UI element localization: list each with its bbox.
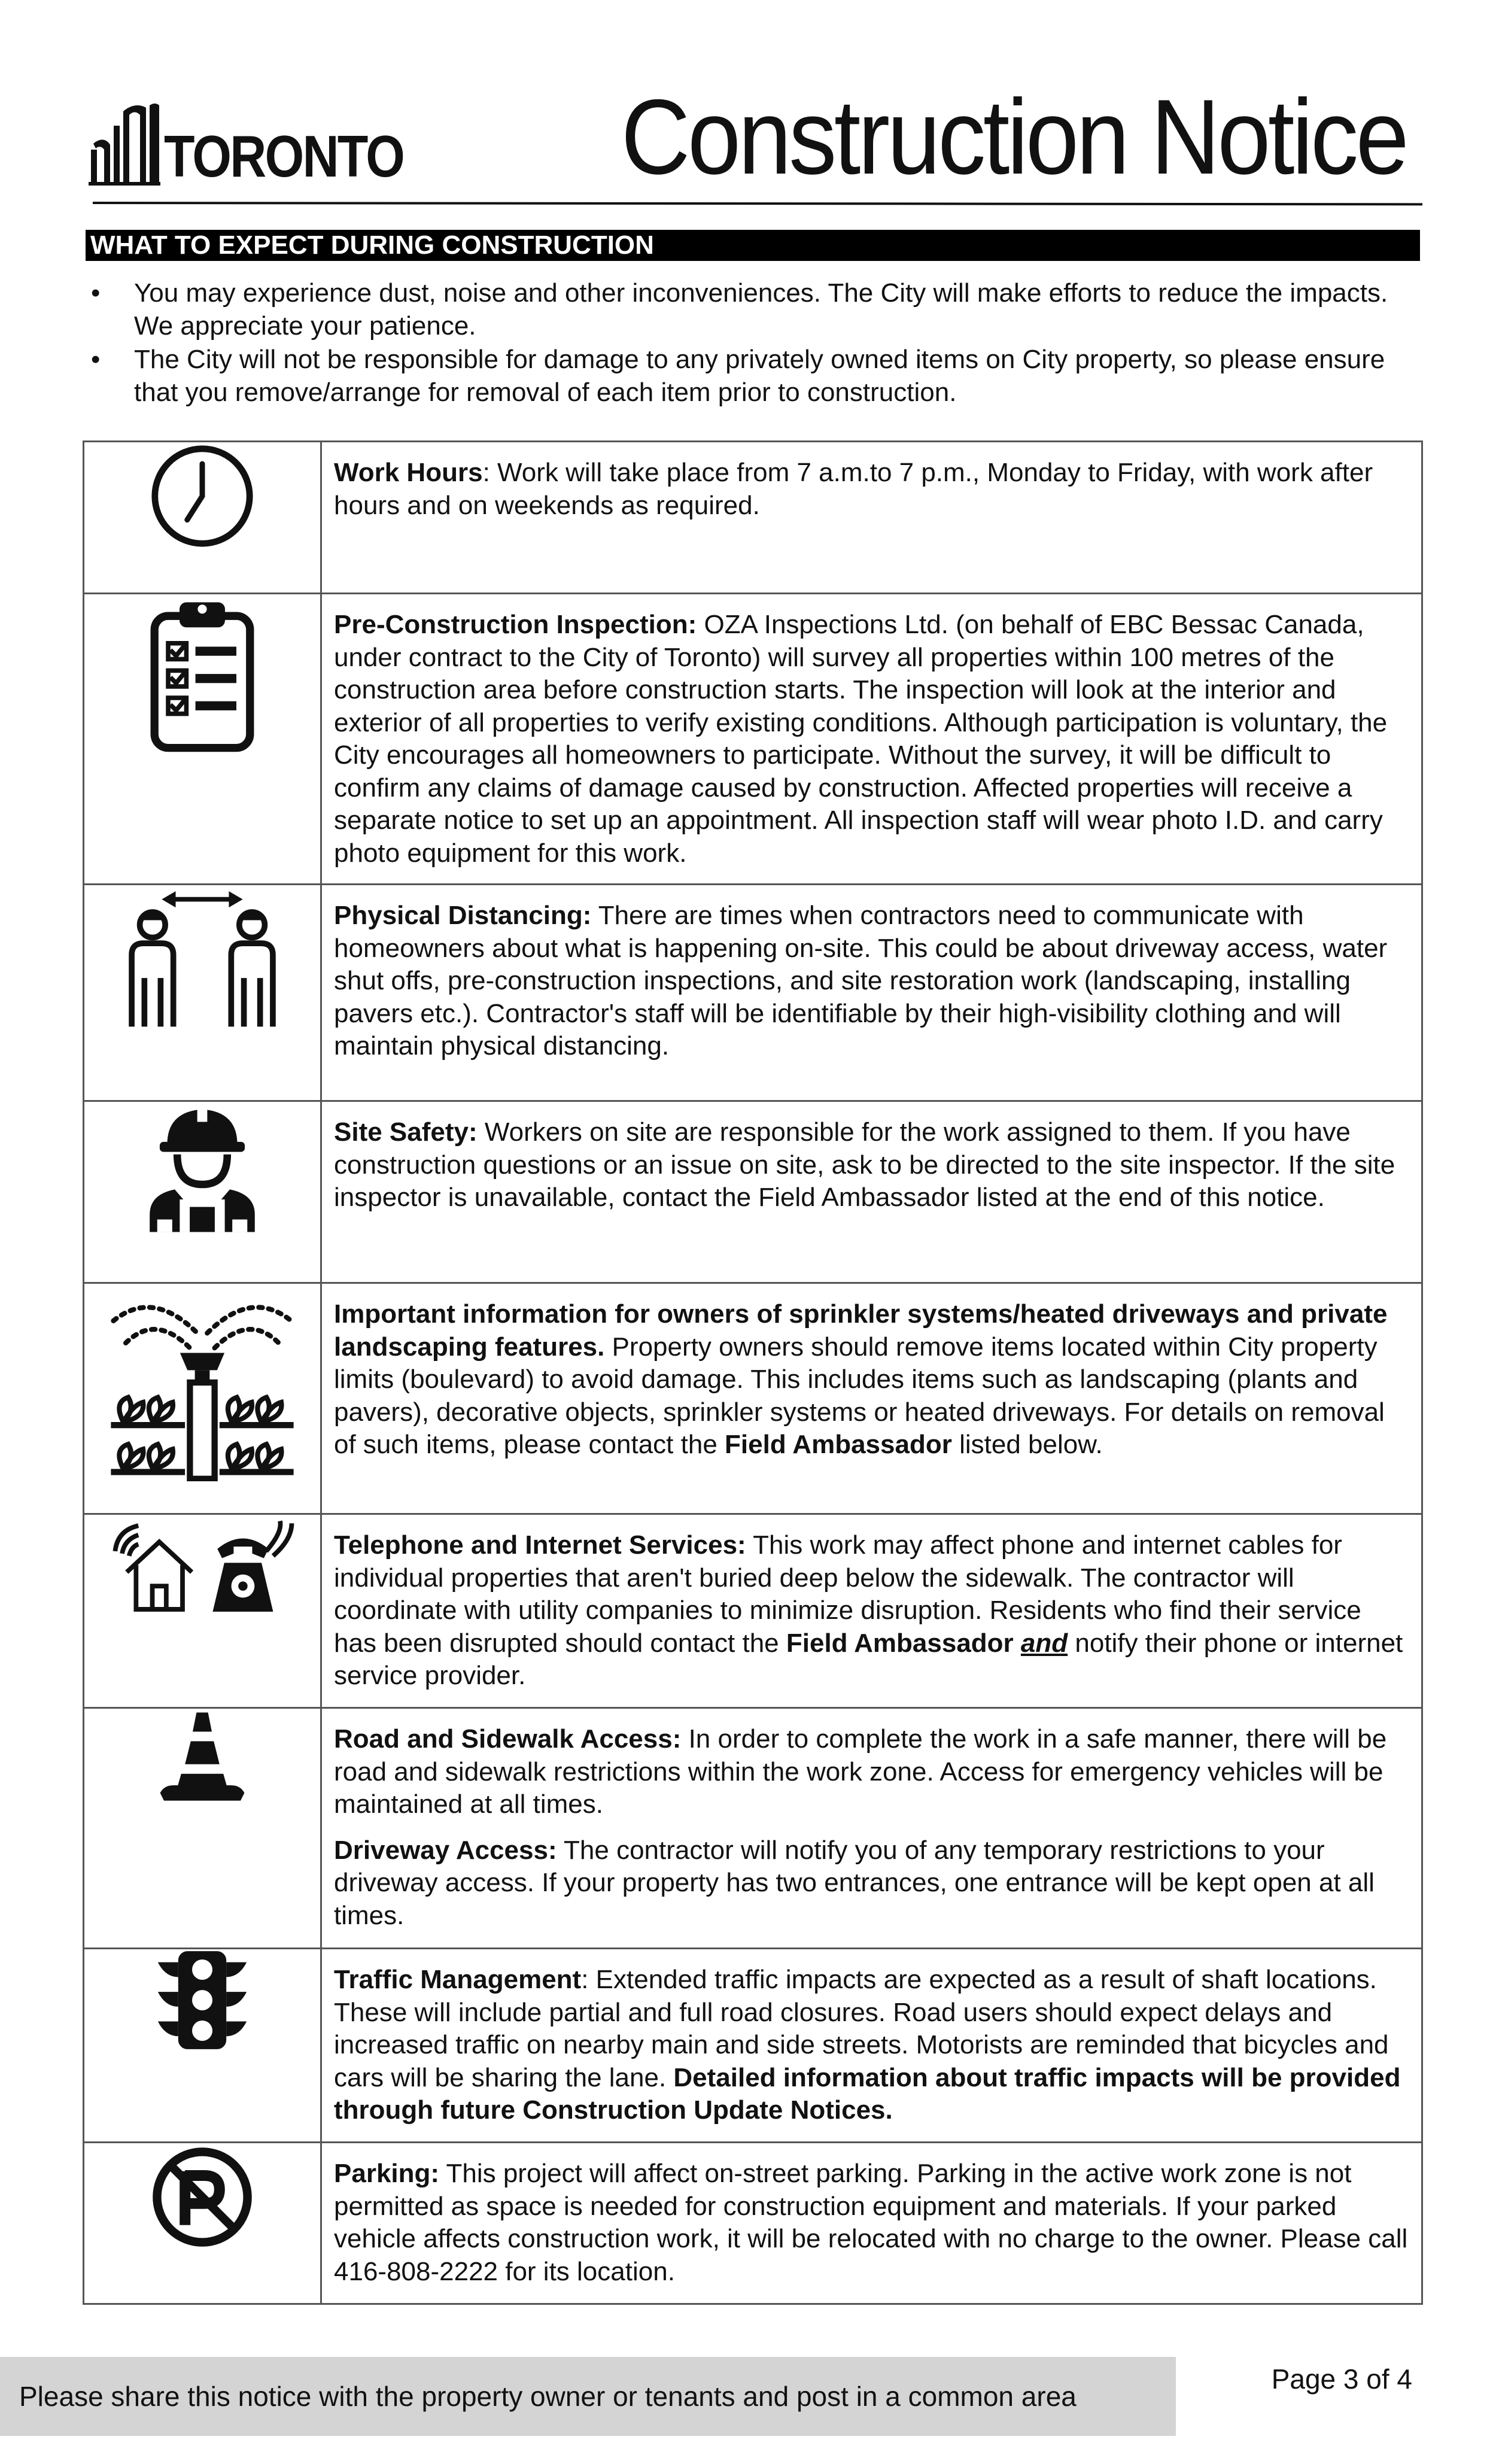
no-parking-icon <box>148 2143 256 2251</box>
clock-icon <box>148 442 256 550</box>
row-body: In order to complete the work in a safe manner, there will be road and sidewalk restrictions within the work zone. Access for emergency vehicles will be maintained at all times. <box>334 1724 1387 1819</box>
road-access-text <box>321 1708 1422 1949</box>
row-heading: Parking: <box>334 2159 440 2188</box>
icon-cell <box>84 885 321 1101</box>
bullet-text: You may experience dust, noise and other inconveniences. The City will make efforts to reduce the impacts. We appreciate your patience. <box>134 278 1388 341</box>
row-body: Workers on site are responsible for the work assigned to them. If you have construction questions or an issue on site, ask to be directed to the site inspector. If the site inspector is unavailable, contact the Field Ambassador listed at the end of this notice. <box>334 1117 1395 1212</box>
bullet-icon: • <box>91 278 101 308</box>
icon-cell <box>84 1283 321 1514</box>
home-phone-internet-icon <box>104 1515 301 1623</box>
row-heading: Physical Distancing: <box>334 901 592 930</box>
row-body: : Extended traffic impacts are expected as a result of shaft locations. These will include partial and full road closures. Road users should expect delays and increased traffic on nearby main and side streets. Motorists are reminded that bicycles and cars will be sharing the lane. <box>334 1965 1389 2092</box>
distancing-text <box>321 885 1422 1101</box>
row-body-end: notify their phone or internet service provider. <box>334 1628 1403 1690</box>
sprinkler-text <box>321 1283 1422 1514</box>
table-row <box>84 2143 1422 2304</box>
row-body: There are times when contractors need to communicate with homeowners about what is happening on-site. This could be about driveway access, water shut offs, pre-construction inspections, and site restoration work (landscaping, installing pavers etc.). Contractor's staff will be identifiable by their high-visibility clothing and will maintain physical distancing. <box>334 901 1388 1061</box>
bullet-icon: • <box>91 345 101 374</box>
and-emphasis: and <box>1020 1628 1068 1658</box>
row-body: This work may affect phone and internet cables for individual properties that aren't buried deep below the sidewalk. The contractor will coordinate with utility companies to minimize disruption. Residents who find their service has been disrupted should contact the <box>334 1530 1361 1658</box>
table-row <box>84 885 1422 1101</box>
table-row <box>84 1949 1422 2143</box>
share-notice-band: Please share this notice with the property owner or tenants and post in a common area <box>0 2357 1176 2436</box>
row-heading: Pre-Construction Inspection: <box>334 610 697 639</box>
row-heading: Important information for owners of sprinkler systems/heated driveways and private landscaping features. <box>334 1299 1388 1362</box>
clipboard-checklist-icon <box>145 594 259 756</box>
row-body: This project will affect on-street parking. Parking in the active work zone is not permitted as space is needed for construction equipment and materials. If your parked vehicle affects construction work, it will be relocated with no charge to the owner. Please call 416-808-2222 for its location. <box>334 2159 1408 2286</box>
row-heading: Telephone and Internet Services: <box>334 1530 746 1560</box>
icon-cell <box>84 594 321 885</box>
construction-worker-icon <box>139 1102 265 1239</box>
row-body-space <box>1014 1629 1021 1658</box>
row-heading: Site Safety: <box>334 1117 478 1147</box>
traffic-text <box>321 1949 1422 2143</box>
table-row <box>84 1283 1422 1514</box>
row-heading: Traffic Management <box>334 1965 582 1994</box>
info-table <box>83 440 1423 2305</box>
table-row <box>84 442 1422 594</box>
inspection-text <box>321 594 1422 885</box>
table-row <box>84 594 1422 885</box>
city-hall-logo-icon <box>89 102 160 186</box>
icon-cell <box>84 1101 321 1283</box>
driveway-body: The contractor will notify you of any temporary restrictions to your driveway access. If your property has two entrances, one entrance will be kept open at all times. <box>334 1835 1375 1930</box>
list-item <box>90 277 1418 342</box>
header-divider <box>93 202 1422 205</box>
row-body: : Work will take place from 7 a.m.to 7 p.m., Monday to Friday, with work after hours and on weekends as required. <box>334 458 1373 520</box>
toronto-logo <box>89 90 442 189</box>
icon-cell <box>84 1514 321 1708</box>
row-body: OZA Inspections Ltd. (on behalf of EBC Bessac Canada, under contract to the City of Toronto) will survey all properties within 100 metres of the construction area before construction starts. The inspection will look at the interior and exterior of all properties to verify existing conditions. Although participation is voluntary, the City encourages all homeowners to participate. Without the survey, it will be difficult to confirm any claims of damage caused by construction. Affected properties will receive a separate notice to set up an appointment. All inspection staff will wear photo I.D. and carry photo equipment for this work. <box>334 610 1388 868</box>
row-heading: Work Hours <box>334 458 483 487</box>
traffic-cone-icon <box>151 1709 253 1804</box>
icon-cell <box>84 2143 321 2304</box>
physical-distancing-icon <box>115 885 289 1041</box>
table-row <box>84 1514 1422 1708</box>
traffic-light-icon <box>154 1949 250 2051</box>
field-ambassador-emphasis: Field Ambassador <box>786 1628 1014 1658</box>
work-hours-text <box>321 442 1422 594</box>
icon-cell <box>84 1708 321 1949</box>
section-heading: WHAT TO EXPECT DURING CONSTRUCTION <box>86 230 1420 261</box>
icon-cell <box>84 442 321 594</box>
table-row <box>84 1708 1422 1949</box>
field-ambassador-emphasis: Field Ambassador <box>725 1430 952 1459</box>
row-heading: Road and Sidewalk Access: <box>334 1724 682 1754</box>
logo-text: TORONTO <box>164 123 404 189</box>
driveway-heading: Driveway Access: <box>334 1835 557 1865</box>
parking-text <box>321 2143 1422 2304</box>
sprinkler-landscaping-icon <box>104 1284 301 1481</box>
icon-cell <box>84 1949 321 2143</box>
traffic-emphasis: Detailed information about traffic impacts will be provided through future Construction Update Notices. <box>334 2062 1401 2125</box>
bullet-list <box>90 277 1418 409</box>
bullet-text: The City will not be responsible for damage to any privately owned items on City property, so please ensure that you remove/arrange for removal of each item prior to construction. <box>134 345 1385 407</box>
safety-text <box>321 1101 1422 1283</box>
row-body-end: listed below. <box>951 1430 1103 1459</box>
telephone-text <box>321 1514 1422 1708</box>
page-title: Construction Notice <box>621 77 1406 196</box>
row-body: Property owners should remove items located within City property limits (boulevard) to avoid damage. This includes items such as landscaping (plants and pavers), decorative objects, sprinkler systems or heated driveways. For details on removal of such items, please contact the <box>334 1332 1385 1459</box>
table-row <box>84 1101 1422 1283</box>
page-number: Page 3 of 4 <box>1271 2363 1412 2395</box>
list-item <box>90 343 1418 409</box>
